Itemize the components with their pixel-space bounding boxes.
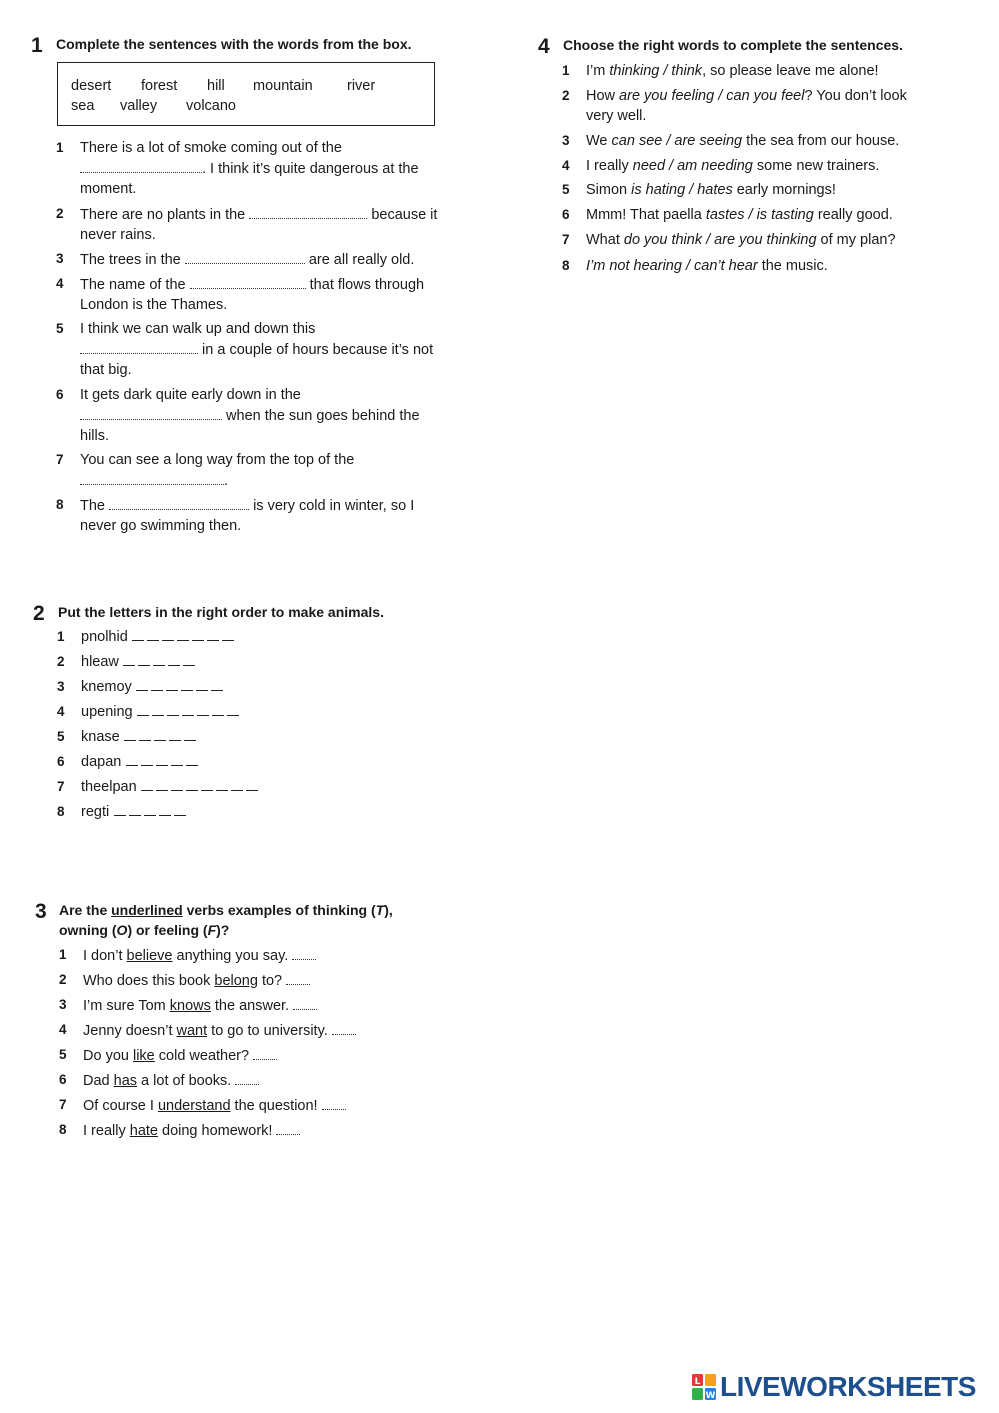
sentence-end: to?	[257, 973, 283, 989]
answer-blank[interactable]	[292, 945, 316, 960]
item-number: 1	[56, 140, 64, 155]
answer-blank[interactable]	[190, 274, 306, 289]
s4-item-2	[562, 86, 937, 126]
letter-blank[interactable]	[144, 805, 156, 816]
letter-blank[interactable]	[207, 630, 219, 641]
answer-blank[interactable]	[286, 970, 310, 985]
letter-blank[interactable]	[216, 780, 228, 791]
underlined-keyword: underlined	[111, 902, 183, 918]
item-text-after: is very cold in winter, so I never go swimming then.	[80, 498, 415, 534]
letter-blank[interactable]	[123, 655, 135, 666]
item-number: 3	[56, 251, 64, 266]
answer-blank[interactable]	[253, 1045, 277, 1060]
letter-blank[interactable]	[184, 730, 196, 741]
item-text-after: .	[224, 473, 229, 489]
item-number: 7	[562, 232, 570, 247]
item-text-after: because it never rains.	[80, 207, 438, 243]
letter-blank[interactable]	[201, 780, 213, 791]
word-box	[57, 62, 435, 126]
underlined-verb: believe	[126, 948, 173, 964]
sentence-start: I’m	[586, 63, 610, 79]
s3-item-1	[59, 945, 459, 966]
sentence-start: I really	[83, 1123, 130, 1139]
letter-blank[interactable]	[152, 705, 164, 716]
scrambled-word: hleaw	[81, 654, 119, 670]
letter-blank[interactable]	[246, 780, 258, 791]
item-number: 7	[57, 779, 65, 794]
s4-item-1	[562, 61, 937, 81]
s3-item-3	[59, 995, 459, 1016]
letter-blank[interactable]	[159, 805, 171, 816]
item-number: 3	[562, 133, 570, 148]
letter-blank[interactable]	[192, 630, 204, 641]
answer-blank[interactable]	[293, 995, 317, 1010]
word-choice[interactable]: tastes / is tasting	[705, 207, 814, 223]
sentence-end: really good.	[813, 207, 893, 223]
s1-item-6	[56, 385, 451, 446]
letter-blank[interactable]	[138, 655, 150, 666]
letter-blank[interactable]	[132, 630, 144, 641]
item-number: 2	[56, 206, 64, 221]
section-2-number: 2	[33, 602, 45, 625]
box-word-hill: hill	[207, 78, 225, 94]
box-word-mountain: mountain	[253, 78, 313, 94]
letter-blank[interactable]	[171, 755, 183, 766]
letter-blank[interactable]	[182, 705, 194, 716]
sentence-end: the answer.	[210, 998, 290, 1014]
letter-blank[interactable]	[177, 630, 189, 641]
underlined-verb: want	[176, 1023, 208, 1039]
s4-item-5	[562, 180, 937, 200]
item-number: 4	[59, 1022, 67, 1037]
sentence-start: Who does this book	[83, 973, 215, 989]
logo-letter-w: W	[705, 1391, 716, 1400]
logo-letter-l: L	[694, 1377, 701, 1387]
s2-item-4	[57, 702, 457, 722]
letter-blank[interactable]	[124, 730, 136, 741]
s4-item-6	[562, 205, 937, 225]
word-choice[interactable]: need / am needing	[632, 158, 753, 174]
scrambled-word: upening	[81, 704, 133, 720]
item-number: 6	[562, 207, 570, 222]
sentence-end: cold weather?	[154, 1048, 250, 1064]
item-number: 7	[56, 452, 64, 467]
letter-blank[interactable]	[169, 730, 181, 741]
letter-blank[interactable]	[211, 680, 223, 691]
item-number: 8	[57, 804, 65, 819]
box-word-sea: sea	[71, 98, 95, 114]
s2-item-6	[57, 752, 457, 772]
letter-blank[interactable]	[183, 655, 195, 666]
section-2-heading: Put the letters in the right order to make animals.	[58, 604, 384, 620]
sentence-start: Dad	[83, 1073, 114, 1089]
letter-blank[interactable]	[174, 805, 186, 816]
underlined-verb: has	[113, 1073, 138, 1089]
letter-blank[interactable]	[222, 630, 234, 641]
underlined-verb: hate	[129, 1123, 158, 1139]
box-word-volcano: volcano	[186, 98, 236, 114]
sentence-start: Do you	[83, 1048, 133, 1064]
word-choice[interactable]: thinking / think	[609, 63, 703, 79]
underlined-verb: like	[132, 1048, 155, 1064]
answer-letters[interactable]	[136, 704, 241, 720]
item-text-after: are all really old.	[308, 252, 415, 268]
sentence-end: to go to university.	[207, 1023, 328, 1039]
sentence-start: I don’t	[83, 948, 127, 964]
item-text-before: The trees in the	[80, 252, 181, 268]
sentence-start: Jenny doesn’t	[83, 1023, 177, 1039]
letter-blank[interactable]	[162, 630, 174, 641]
box-word-desert: desert	[71, 78, 112, 94]
sentence-start: Mmm! That paella	[586, 207, 706, 223]
word-choice[interactable]: are you feeling / can you feel	[619, 88, 805, 104]
item-text-before: The	[80, 498, 105, 514]
answer-letters[interactable]	[124, 754, 199, 770]
letter-blank[interactable]	[156, 755, 168, 766]
answer-letters[interactable]	[123, 729, 198, 745]
item-number: 4	[56, 276, 64, 291]
item-text-before: There is a lot of smoke coming out of the	[80, 140, 342, 156]
item-text-after: in a couple of hours because it’s not that big.	[80, 342, 434, 378]
letter-blank[interactable]	[141, 780, 153, 791]
s3-item-6	[59, 1070, 459, 1091]
answer-blank[interactable]	[80, 405, 222, 420]
letter-blank[interactable]	[153, 655, 165, 666]
sentence-end: of my plan?	[816, 232, 896, 248]
answer-letters[interactable]	[135, 679, 225, 695]
sentence-end: anything you say.	[172, 948, 289, 964]
item-number: 6	[57, 754, 65, 769]
answer-letters[interactable]	[140, 779, 260, 795]
item-number: 8	[562, 258, 570, 273]
answer-blank[interactable]	[109, 495, 249, 510]
word-choice[interactable]: can see / are seeing	[611, 133, 743, 149]
scrambled-word: theelpan	[81, 779, 137, 795]
box-word-forest: forest	[141, 78, 178, 94]
sentence-start: Of course I	[83, 1098, 158, 1114]
answer-letters[interactable]	[131, 629, 236, 645]
item-number: 8	[56, 497, 64, 512]
word-choice[interactable]: is hating / hates	[631, 182, 733, 198]
section-4-heading: Choose the right words to complete the sentences.	[563, 37, 903, 53]
s1-item-5	[56, 319, 451, 380]
letter-blank[interactable]	[231, 780, 243, 791]
letter-blank[interactable]	[171, 780, 183, 791]
scrambled-word: knase	[81, 729, 120, 745]
section-1-heading: Complete the sentences with the words from the box.	[56, 36, 412, 52]
s3-item-5	[59, 1045, 459, 1066]
answer-blank[interactable]	[249, 204, 367, 219]
answer-letters[interactable]	[122, 654, 197, 670]
letter-blank[interactable]	[227, 705, 239, 716]
answer-blank[interactable]	[80, 158, 202, 173]
s1-item-8	[56, 495, 451, 536]
s3-item-7	[59, 1095, 459, 1116]
item-number: 2	[59, 972, 67, 987]
word-choice[interactable]: I’m not hearing / can’t hear	[586, 258, 758, 274]
item-number: 1	[59, 947, 67, 962]
s2-item-1	[57, 627, 457, 647]
letter-blank[interactable]	[197, 705, 209, 716]
section-4-number: 4	[538, 35, 550, 58]
s4-item-8	[562, 256, 937, 276]
item-number: 5	[59, 1047, 67, 1062]
s4-item-4	[562, 156, 937, 176]
letter-blank[interactable]	[137, 705, 149, 716]
scrambled-word: dapan	[81, 754, 122, 770]
s2-item-2	[57, 652, 457, 672]
letter-blank[interactable]	[141, 755, 153, 766]
s3-item-2	[59, 970, 459, 991]
sentence-start: What	[586, 232, 624, 248]
item-text-before: It gets dark quite early down in the	[80, 387, 301, 403]
answer-blank[interactable]	[80, 470, 224, 485]
letter-blank[interactable]	[154, 730, 166, 741]
answer-blank[interactable]	[235, 1070, 259, 1085]
sentence-end: doing homework!	[157, 1123, 273, 1139]
letter-blank[interactable]	[212, 705, 224, 716]
s3-item-4	[59, 1020, 459, 1041]
item-text-after: . I think it’s quite dangerous at the moment.	[80, 161, 419, 197]
item-number: 2	[562, 88, 570, 103]
item-number: 4	[562, 158, 570, 173]
sentence-end: the sea from our house.	[742, 133, 900, 149]
s2-item-3	[57, 677, 457, 697]
answer-blank[interactable]	[332, 1020, 356, 1035]
item-number: 2	[57, 654, 65, 669]
item-number: 3	[57, 679, 65, 694]
letter-blank[interactable]	[196, 680, 208, 691]
answer-blank[interactable]	[80, 339, 198, 354]
s2-item-5	[57, 727, 457, 747]
s1-item-4	[56, 274, 451, 315]
item-number: 1	[562, 63, 570, 78]
letter-blank[interactable]	[167, 705, 179, 716]
logo-blocks-icon	[692, 1374, 716, 1400]
underlined-verb: belong	[214, 973, 258, 989]
liveworksheets-logo	[692, 1371, 976, 1402]
scrambled-word: pnolhid	[81, 629, 128, 645]
item-text-before: The name of the	[80, 277, 186, 293]
letter-blank[interactable]	[136, 680, 148, 691]
logo-text: LIVEWORKSHEETS	[720, 1371, 976, 1402]
letter-blank[interactable]	[147, 630, 159, 641]
letter-blank[interactable]	[114, 805, 126, 816]
item-number: 6	[56, 387, 64, 402]
item-text-before: You can see a long way from the top of the	[80, 452, 355, 468]
sentence-start: I really	[586, 158, 633, 174]
letter-blank[interactable]	[181, 680, 193, 691]
letter-blank[interactable]	[166, 680, 178, 691]
answer-blank[interactable]	[185, 249, 305, 264]
letter-blank[interactable]	[129, 805, 141, 816]
s1-item-1	[56, 138, 451, 199]
section-3-number: 3	[35, 900, 47, 923]
sentence-end: the question!	[230, 1098, 318, 1114]
sentence-end: the music.	[757, 258, 828, 274]
letter-blank[interactable]	[186, 780, 198, 791]
sentence-end: early mornings!	[732, 182, 836, 198]
s2-item-8	[57, 802, 457, 822]
underlined-verb: knows	[169, 998, 211, 1014]
item-text-after: when the sun goes behind the hills.	[80, 408, 420, 444]
item-text-after: that flows through London is the Thames.	[80, 277, 425, 313]
item-number: 5	[57, 729, 65, 744]
sentence-end: ? You don’t look very well.	[586, 88, 907, 124]
item-text-before: I think we can walk up and down this	[80, 321, 316, 337]
underlined-verb: understand	[157, 1098, 231, 1114]
scrambled-word: knemoy	[81, 679, 132, 695]
item-number: 5	[56, 321, 64, 336]
letter-blank[interactable]	[126, 755, 138, 766]
s1-item-2	[56, 204, 451, 245]
word-choice[interactable]: do you think / are you thinking	[623, 232, 817, 248]
sentence-end: some new trainers.	[752, 158, 880, 174]
answer-letters[interactable]	[112, 804, 187, 820]
letter-blank[interactable]	[151, 680, 163, 691]
s3-item-8	[59, 1120, 459, 1141]
sentence-start: We	[586, 133, 612, 149]
sentence-start: I’m sure Tom	[83, 998, 170, 1014]
letter-blank[interactable]	[156, 780, 168, 791]
sentence-end: a lot of books.	[137, 1073, 232, 1089]
answer-blank[interactable]	[276, 1120, 300, 1135]
item-number: 8	[59, 1122, 67, 1137]
sentence-start: How	[586, 88, 620, 104]
item-number: 7	[59, 1097, 67, 1112]
s4-item-3	[562, 131, 937, 151]
s1-item-3	[56, 249, 451, 270]
letter-blank[interactable]	[139, 730, 151, 741]
item-number: 1	[57, 629, 65, 644]
item-text-before: There are no plants in the	[80, 207, 246, 223]
item-number: 4	[57, 704, 65, 719]
item-number: 6	[59, 1072, 67, 1087]
scrambled-word: regti	[81, 804, 110, 820]
letter-blank[interactable]	[186, 755, 198, 766]
answer-blank[interactable]	[322, 1095, 346, 1110]
item-number: 3	[59, 997, 67, 1012]
box-word-valley: valley	[120, 98, 158, 114]
box-word-river: river	[347, 78, 376, 94]
item-number: 5	[562, 182, 570, 197]
section-1-number: 1	[31, 34, 43, 57]
sentence-end: , so please leave me alone!	[702, 63, 879, 79]
s2-item-7	[57, 777, 457, 797]
letter-blank[interactable]	[168, 655, 180, 666]
sentence-start: Simon	[586, 182, 632, 198]
section-3-heading: Are the underlined verbs examples of thinking (T), owning (O) or feeling (F)?	[59, 902, 393, 938]
s4-item-7	[562, 230, 937, 250]
s1-item-7	[56, 450, 451, 491]
